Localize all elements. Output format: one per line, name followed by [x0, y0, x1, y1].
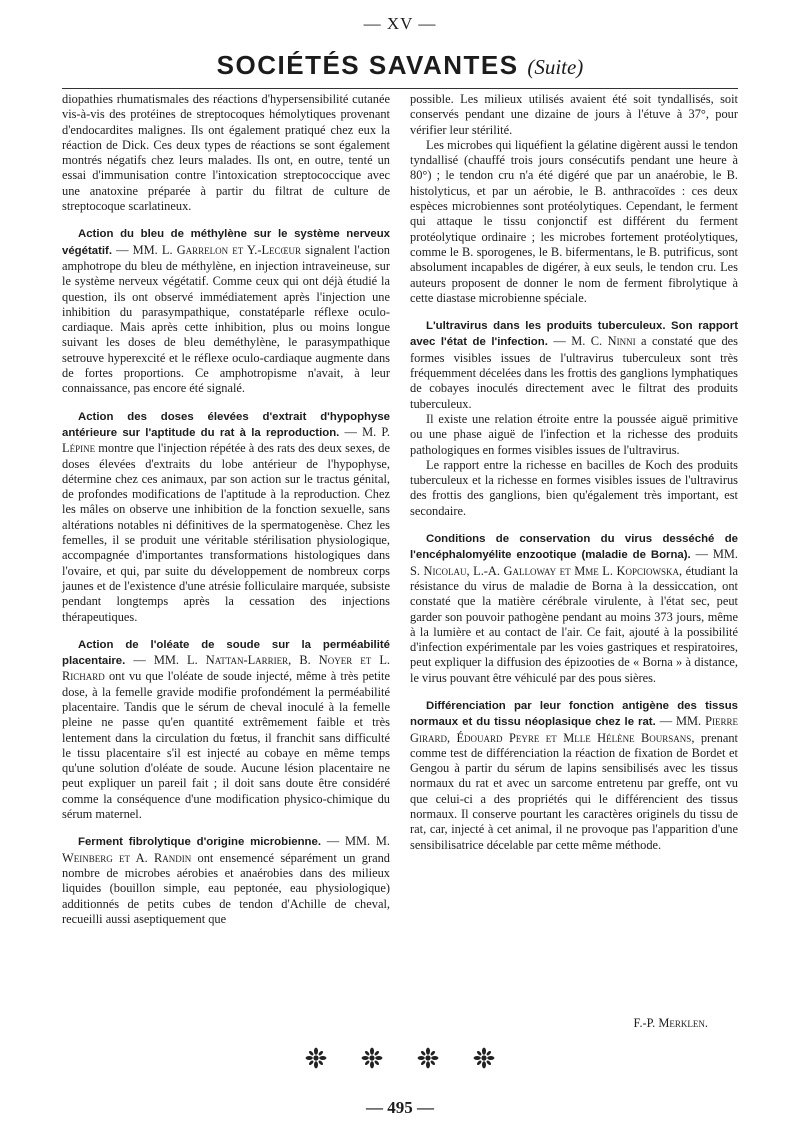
article-antigen-differentiation — [410, 698, 738, 853]
article-dash: — M. — [547, 334, 591, 349]
article-text: ont vu que l'oléate de soude injecté, même à très petite dose, à la femelle gravide modifie profondément la perméabilité placentaire. Tandis que le sérum de cheval inoculé à la femelle pleine ne passe qu'en quantité extrêmement faible et très lentement dans la circulation du fœtus, il franchit sans difficulté le tissu placentaire s'il est injecté au cobaye en même temps qu'une solution d'oléate de soude. Aucune lésion placentaire ne peut expliquer un pareil fait ; il doit sans doute être considéré comme la conséquence d'une modification physico-chimique du sérum maternel. — [62, 669, 390, 822]
article-dash: — MM. — [321, 834, 376, 849]
article-methylene-blue — [62, 226, 390, 396]
article-title: Différenciation par leur fonction antigène des tissus normaux et du tissu néoplasique chez le rat. — [410, 699, 738, 729]
article-fibrolytic-ferment — [62, 834, 390, 927]
article-dash: — MM. — [112, 242, 162, 257]
article-text: montre que l'injection répétée à des rats des deux sexes, de doses élevées d'extraits du lobe antérieur de l'hypophyse, détermine chez ces animaux, par son action sur le tractus génital, de profondes modifications de l'aptitude à la reproduction. Chez les mâles on observe une inhibition de la fonction sexuelle, sans altérations notables ni définitives de la spermatogenèse. Chez les femelles, il se produit une véritable stérilisation physiologique, accompagnée d'importantes transformations histologiques dans l'ovaire, et qui, par suite du développement de nombreux corps jaunes et de l'existence d'une atrésie folliculaire marquée, subsiste pendant longtemps après la cessation des injections thérapeutiques. — [62, 441, 390, 624]
article-title: L'ultravirus dans les produits tuberculeux. Son rapport avec l'état de l'infection. — [410, 320, 738, 349]
article-authors: L. Garrelon et Y.-Lecœur — [161, 242, 302, 257]
floral-star-icon — [473, 1047, 495, 1069]
article-body — [410, 698, 738, 853]
article-dash: — MM. — [125, 653, 188, 668]
article-authors: M. Weinberg et A. Randin — [62, 834, 390, 865]
article-dash: — MM. — [655, 714, 706, 729]
article-text: ont ensemencé séparément un grand nombre de microbes aérobies et anaérobies dans des milieux liquides (bouillon simple, eau peptonée, eau physiologique) additionnés de petits cubes de tendon d'Achille de cheval, recueilli aussi aseptiquement que — [62, 850, 390, 926]
article-title: Action du bleu de méthylène sur le système nerveux végétatif. — [62, 228, 390, 257]
section-title-text: SOCIÉTÉS SAVANTES — [216, 50, 519, 80]
article-body — [62, 226, 390, 396]
article-hypophysis — [62, 409, 390, 625]
article-text: , étudiant la résistance du virus de maladie de Borna à la dessiccation, ont constaté que la matière cérébrale virulente, à l'état sec, peut garder son pouvoir pathogène pendant au moins 373 jours, même à la lumière et au contact de l'air. Ce fait, ajouté à la possibilité d'infection expérimentale par les voies gastriques et respiratoires, peut expliquer la diffusion des épizooties de « Borna » à distance, le virus pouvant être véhiculé par des pous sières. — [410, 563, 739, 685]
article-title: Action de l'oléate de soude sur la perméabilité placentaire. — [62, 638, 390, 668]
author-signature: F.-P. Merklen. — [633, 1016, 708, 1030]
article-title: Ferment fibrolytique d'origine microbienne. — [78, 836, 322, 849]
article-text: possible. Les milieux utilisés avaient été soit tyndallisés, soit conservés pendant une dizaine de jours à l'étuve à 37°, pour vérifier leur stérilité. — [410, 92, 738, 137]
article-text: Les microbes qui liquéfient la gélatine digèrent aussi le tendon tyndallisé (chauffé trois jours consécutifs pendant une heure à 80°) ; le tendon cru n'a été digéré que par un anaérobie, le B. histolyticus, et par un aérobie, le B. anthracoïdes : ces deux espèces microbiennes sont protéolytiques. Cependant, le ferment qui attaque le tissu conjonctif est différent du ferment protéolytique ordinaire ; les microbes fortement protéolytiques, comme le B. sporogenes, le B. bifermentans, le B. putrificus, sont absolument incapables de digérer, à eux seuls, le tendon cru. Les auteurs proposent de donner le nom de ferment fibrolytique à cette diastase microbienne spéciale. — [410, 137, 738, 305]
article-text: Il existe une relation étroite entre la poussée aiguë primitive ou une phase aiguë de l'infection et la richesse des produits pathologiques en formes visibles issues de l'ultravirus. — [410, 411, 738, 457]
title-rule — [62, 88, 738, 89]
article-body — [410, 318, 738, 412]
right-column — [410, 92, 738, 853]
article-authors: Pierre Girard, Édouard Peyre et Mlle Hélène Boursans — [410, 714, 738, 745]
article-ultravirus — [410, 318, 738, 519]
article-authors: C. Ninni — [590, 334, 636, 349]
page-number: — 495 — — [366, 1098, 434, 1117]
left-column — [62, 92, 390, 927]
section-title-suffix: (Suite) — [527, 55, 584, 79]
article-fibrolytic-continuation — [410, 92, 738, 306]
article-title: Conditions de conservation du virus desséché de l'encéphalomyélite enzootique (maladie de Borna). — [410, 533, 738, 562]
ornament-row — [0, 1047, 800, 1074]
article-title: Action des doses élevées d'extrait d'hypophyse antérieure sur l'aptitude du rat à la reproduction. — [62, 410, 390, 439]
article-sodium-oleate — [62, 637, 390, 823]
floral-star-icon — [417, 1047, 439, 1069]
floral-star-icon — [305, 1047, 327, 1069]
article-text: Le rapport entre la richesse en bacilles de Koch des produits tuberculeux et la richesse en formes visibles issues de l'ultravirus des frottis des ganglions, bien qu'également très important, est secondaire. — [410, 457, 738, 518]
article-authors: S. Nicolau, L.-A. Galloway et Mme L. Kopciowska — [410, 563, 679, 578]
floral-star-icon — [361, 1047, 383, 1069]
article-dash: — M. — [339, 424, 382, 439]
article-text: a constaté que des formes visibles issues de l'ultravirus tuberculeux sont très fréquemment décelées dans les frottis des ganglions lymphatiques de cobayes inoculés directement avec le filtrat des produits tuberculeux. — [410, 334, 738, 411]
page-folio: — XV — — [363, 14, 437, 33]
article-body — [410, 531, 738, 686]
article-authors: P. Lépine — [62, 424, 390, 456]
article-dash: — MM. — [690, 547, 739, 562]
article-text: signalent l'action amphotrope du bleu de méthylène, en injection intraveineuse, sur le système nerveux végétatif. Comme ceux qui ont déjà étudié la question, ils ont observé immédiatement après l'injection une inhibition du parasympathique, constatéparle réflexe oculo-cardiaque. Mais après cette inhibition, plus ou moins longue suivant les doses de bleu deméthylène, le parasympathique setrouve hyperexcité et le réflexe oculo-cardiaque augmente dans de fortes proportions. Ce amphotropisme n'avait, à leur connaissance, pas encore été signalé. — [62, 242, 390, 396]
article-text: , prenant comme test de différenciation la réaction de fixation de Bordet et Gengou à partir du sérum de lapins sensibilisés avec les tissus normaux du rat et avec un sarcome entretenu par greffe, ont vu que celui-ci a des propriétés qui le différencient des tissus normaux. Il conserve pourtant les caractères originels du tissu de rat, car, injecté à cet animal, il ne provoque pas l'apparition d'une sensibilisatrice décelable par cette même méthode. — [410, 730, 738, 852]
article-body — [62, 637, 390, 823]
article-body — [62, 409, 390, 625]
article-authors: L. Nattan-Larrier, B. Noyer et L. Richard — [62, 653, 390, 684]
article-text: diopathies rhumatismales des réactions d'hypersensibilité cutanée vis-à-vis des protéines de streptocoques hémolytiques provenant d'endocardites malignes. Ils ont également pratiqué chez eux la réaction de Dick. Ces deux types de réactions se sont également montrés négatifs chez leurs malades. Ils ont, en outre, tenté un essai d'immunisation contre l'intoxication streptococcique avec une anatoxine préparée à partir du filtrat de culture de streptocoque scarlatineux. — [62, 92, 390, 214]
article-body — [62, 834, 390, 927]
article-continuation — [62, 92, 390, 214]
article-borna-virus — [410, 531, 738, 686]
section-title — [0, 50, 800, 81]
